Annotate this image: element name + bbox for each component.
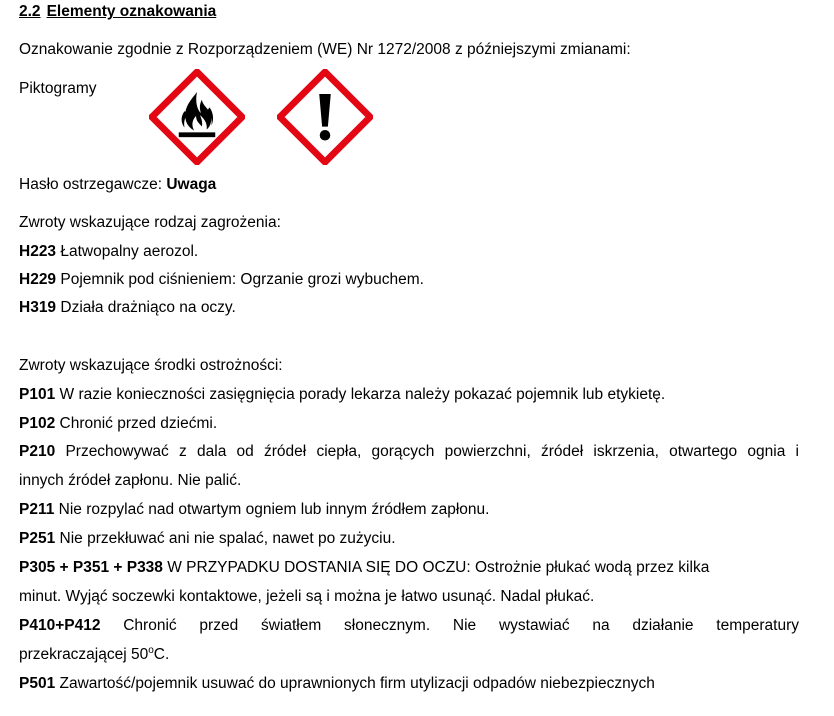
statement-text: Przechowywać z dala od źródeł ciepła, gorących powierzchni, źródeł iskrzenia, otwartego ognia i xyxy=(65,443,799,460)
hazard-statement xyxy=(19,298,236,318)
flame-icon xyxy=(149,69,245,165)
precautionary-statement xyxy=(19,616,799,636)
statement-text: Chronić przed światłem słonecznym. Nie wystawiać na działanie temperatury xyxy=(123,617,800,634)
statement-continuation: innych źródeł zapłonu. Nie palić. xyxy=(19,472,242,489)
section-title: Elementy oznakowania xyxy=(46,3,217,20)
statement-code: P251 xyxy=(19,530,56,547)
hazard-statements-heading: Zwroty wskazujące rodzaj zagrożenia: xyxy=(19,214,281,231)
statement-code: P101 xyxy=(19,386,56,403)
statement-code: P211 xyxy=(19,501,55,518)
statement-code: H229 xyxy=(19,271,57,288)
statement-code: P501 xyxy=(19,675,56,692)
precautionary-statement xyxy=(19,500,489,520)
statement-text: Pojemnik pod ciśnieniem: Ogrzanie grozi wybuchem. xyxy=(60,271,424,288)
hazard-statement xyxy=(19,270,424,290)
precautionary-statement xyxy=(19,674,655,694)
signal-word-label: Hasło ostrzegawcze: xyxy=(19,176,163,193)
statement-continuation-unit: C. xyxy=(153,646,170,663)
precautionary-statement xyxy=(19,558,709,578)
statement-text: W PRZYPADKU DOSTANIA SIĘ DO OCZU: Ostrożnie płukać wodą przez kilka xyxy=(167,559,710,576)
statement-code: P102 xyxy=(19,415,56,432)
statement-code: P305 + P351 + P338 xyxy=(19,559,163,576)
precautionary-statements-heading: Zwroty wskazujące środki ostrożności: xyxy=(19,357,283,374)
statement-text: Zawartość/pojemnik usuwać do uprawnionych firm utylizacji odpadów niebezpiecznych xyxy=(59,675,655,692)
precautionary-statement xyxy=(19,385,665,405)
section-number: 2.2 xyxy=(19,3,41,20)
statement-code: H319 xyxy=(19,299,57,316)
precautionary-statement xyxy=(19,414,217,434)
section-heading xyxy=(19,2,216,22)
pictograms-label: Piktogramy xyxy=(19,80,97,97)
hazard-statement xyxy=(19,242,198,262)
statement-continuation xyxy=(19,645,169,665)
signal-word xyxy=(19,175,216,195)
statement-code: P410+P412 xyxy=(19,617,101,634)
statement-text: Działa drażniąco na oczy. xyxy=(60,299,236,316)
statement-text: Łatwopalny aerozol. xyxy=(60,243,199,260)
degree-superscript: o xyxy=(148,645,154,656)
statement-continuation-text: przekraczającej 50 xyxy=(19,646,149,663)
statement-continuation: minut. Wyjąć soczewki kontaktowe, jeżeli są i można je łatwo usunąć. Nadal płukać. xyxy=(19,588,595,605)
exclamation-mark-icon xyxy=(277,69,373,165)
intro-text: Oznakowanie zgodnie z Rozporządzeniem (WE) Nr 1272/2008 z późniejszymi zmianami: xyxy=(19,41,631,58)
statement-text: Nie rozpylać nad otwartym ogniem lub innym źródłem zapłonu. xyxy=(58,501,490,518)
precautionary-statement xyxy=(19,529,396,549)
statement-text: Chronić przed dziećmi. xyxy=(59,415,218,432)
signal-word-value: Uwaga xyxy=(166,176,217,193)
precautionary-statement xyxy=(19,442,799,462)
statement-code: H223 xyxy=(19,243,57,260)
statement-text: W razie konieczności zasięgnięcia porady lekarza należy pokazać pojemnik lub etykietę. xyxy=(59,386,666,403)
statement-code: P210 xyxy=(19,443,56,460)
statement-text: Nie przekłuwać ani nie spalać, nawet po zużyciu. xyxy=(59,530,396,547)
